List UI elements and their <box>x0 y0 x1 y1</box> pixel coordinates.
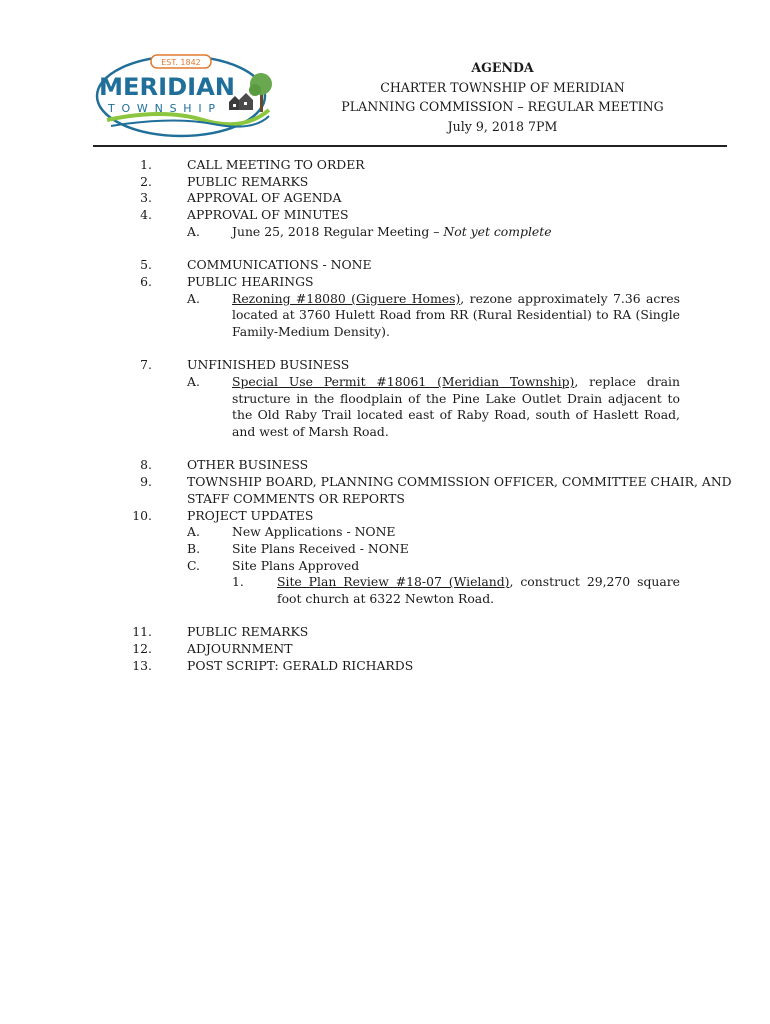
subitem-label: C. <box>187 557 200 573</box>
logo-est-text: EST. 1842 <box>161 58 201 67</box>
item-number: 4. <box>140 207 152 223</box>
item-number: 2. <box>140 173 152 189</box>
special-use-permit-link[interactable]: Special Use Permit #18061 (Meridian Township) <box>232 373 575 389</box>
item-number: 3. <box>140 190 152 206</box>
agenda-item-9 <box>0 474 770 491</box>
item-text: PUBLIC REMARKS <box>187 624 309 640</box>
agenda-item-6 <box>0 274 770 291</box>
item-number: 1. <box>140 157 152 172</box>
logo-name-text: MERIDIAN <box>99 73 235 101</box>
item-text: PUBLIC REMARKS <box>187 173 309 189</box>
agenda-item-13 <box>0 658 770 675</box>
item-text: UNFINISHED BUSINESS <box>187 357 350 373</box>
subitem-text: New Applications - NONE <box>232 524 396 540</box>
header-divider <box>93 145 727 147</box>
item-number: 11. <box>132 624 152 640</box>
status-note: Not yet complete <box>443 223 552 239</box>
item-number: 10. <box>132 507 152 523</box>
item-text: POST SCRIPT: GERALD RICHARDS <box>187 657 414 673</box>
agenda-item-10 <box>0 508 770 525</box>
item-number: 9. <box>140 474 152 490</box>
agenda-header <box>330 58 675 136</box>
site-plan-review-link[interactable]: Site Plan Review #18-07 (Wieland) <box>277 574 510 590</box>
subitem-label: 1. <box>232 574 244 590</box>
item-number: 6. <box>140 273 152 289</box>
subitem-text: , replace drain structure in the floodplain of the Pine Lake Outlet Drain adjacent to the Old Raby Trail located east of Raby Road, south of Haslett Road, and west of Marsh Road. <box>232 373 681 440</box>
agenda-subitem-4a <box>0 224 770 241</box>
agenda-subitem-10b <box>0 541 770 558</box>
agenda-item-4 <box>0 207 770 224</box>
item-text: COMMUNICATIONS - NONE <box>187 257 372 273</box>
item-text: APPROVAL OF AGENDA <box>187 190 342 206</box>
subitem-text: Site Plans Approved <box>232 557 360 573</box>
subitem-label: A. <box>187 373 200 389</box>
agenda-title: AGENDA <box>471 60 534 75</box>
header-line-1: CHARTER TOWNSHIP OF MERIDIAN <box>380 79 625 95</box>
agenda-item-5 <box>0 257 770 274</box>
logo-township-text: TOWNSHIP <box>108 102 220 115</box>
item-number: 7. <box>140 357 152 373</box>
agenda-subitem-10c <box>0 558 770 575</box>
agenda-subitem-10c1 <box>232 574 681 607</box>
header-line-2: PLANNING COMMISSION – REGULAR MEETING <box>341 99 664 114</box>
agenda-item-11 <box>0 624 770 641</box>
subitem-label: A. <box>187 223 200 239</box>
subitem-label: B. <box>187 540 201 556</box>
subitem-text: June 25, 2018 Regular Meeting – Not yet complete <box>232 223 552 239</box>
item-text: STAFF COMMENTS OR REPORTS <box>187 490 405 506</box>
subitem-text: , rezone approximately 7.36 acres located at 3760 Hulett Road from RR (Rural Residential) to RA (Single Family-Medium Density). <box>232 290 680 339</box>
subitem-label: A. <box>187 290 200 306</box>
item-text: PROJECT UPDATES <box>187 507 314 523</box>
item-text: APPROVAL OF MINUTES <box>187 207 349 223</box>
agenda-item-3 <box>0 190 770 207</box>
meeting-date: July 9, 2018 7PM <box>447 118 558 134</box>
item-text: TOWNSHIP BOARD, PLANNING COMMISSION OFFICER, COMMITTEE CHAIR, AND <box>187 474 732 490</box>
agenda-item-8 <box>0 457 770 474</box>
meridian-township-logo <box>93 50 275 142</box>
agenda-item-12 <box>0 641 770 658</box>
item-text: PUBLIC HEARINGS <box>187 273 314 289</box>
subitem-text: , construct 29,270 square foot church at 6322 Newton Road. <box>277 574 681 606</box>
agenda-item-7 <box>0 357 770 374</box>
agenda-list <box>0 157 770 674</box>
subitem-text: Site Plans Received - NONE <box>232 540 409 556</box>
rezoning-link[interactable]: Rezoning #18080 (Giguere Homes) <box>232 290 461 306</box>
subitem-label: A. <box>187 524 200 540</box>
agenda-item-2 <box>0 174 770 191</box>
item-text: OTHER BUSINESS <box>187 457 309 473</box>
agenda-subitem-10a <box>0 524 770 541</box>
agenda-item-9-cont <box>0 491 770 508</box>
agenda-subitem-7a <box>187 373 681 441</box>
item-text: ADJOURNMENT <box>187 641 293 657</box>
agenda-subitem-6a <box>187 290 680 341</box>
agenda-item-1 <box>0 157 770 174</box>
item-text: CALL MEETING TO ORDER <box>187 157 365 172</box>
item-number: 5. <box>140 257 152 273</box>
item-number: 13. <box>132 657 152 673</box>
item-number: 8. <box>140 457 152 473</box>
item-number: 12. <box>132 641 152 657</box>
